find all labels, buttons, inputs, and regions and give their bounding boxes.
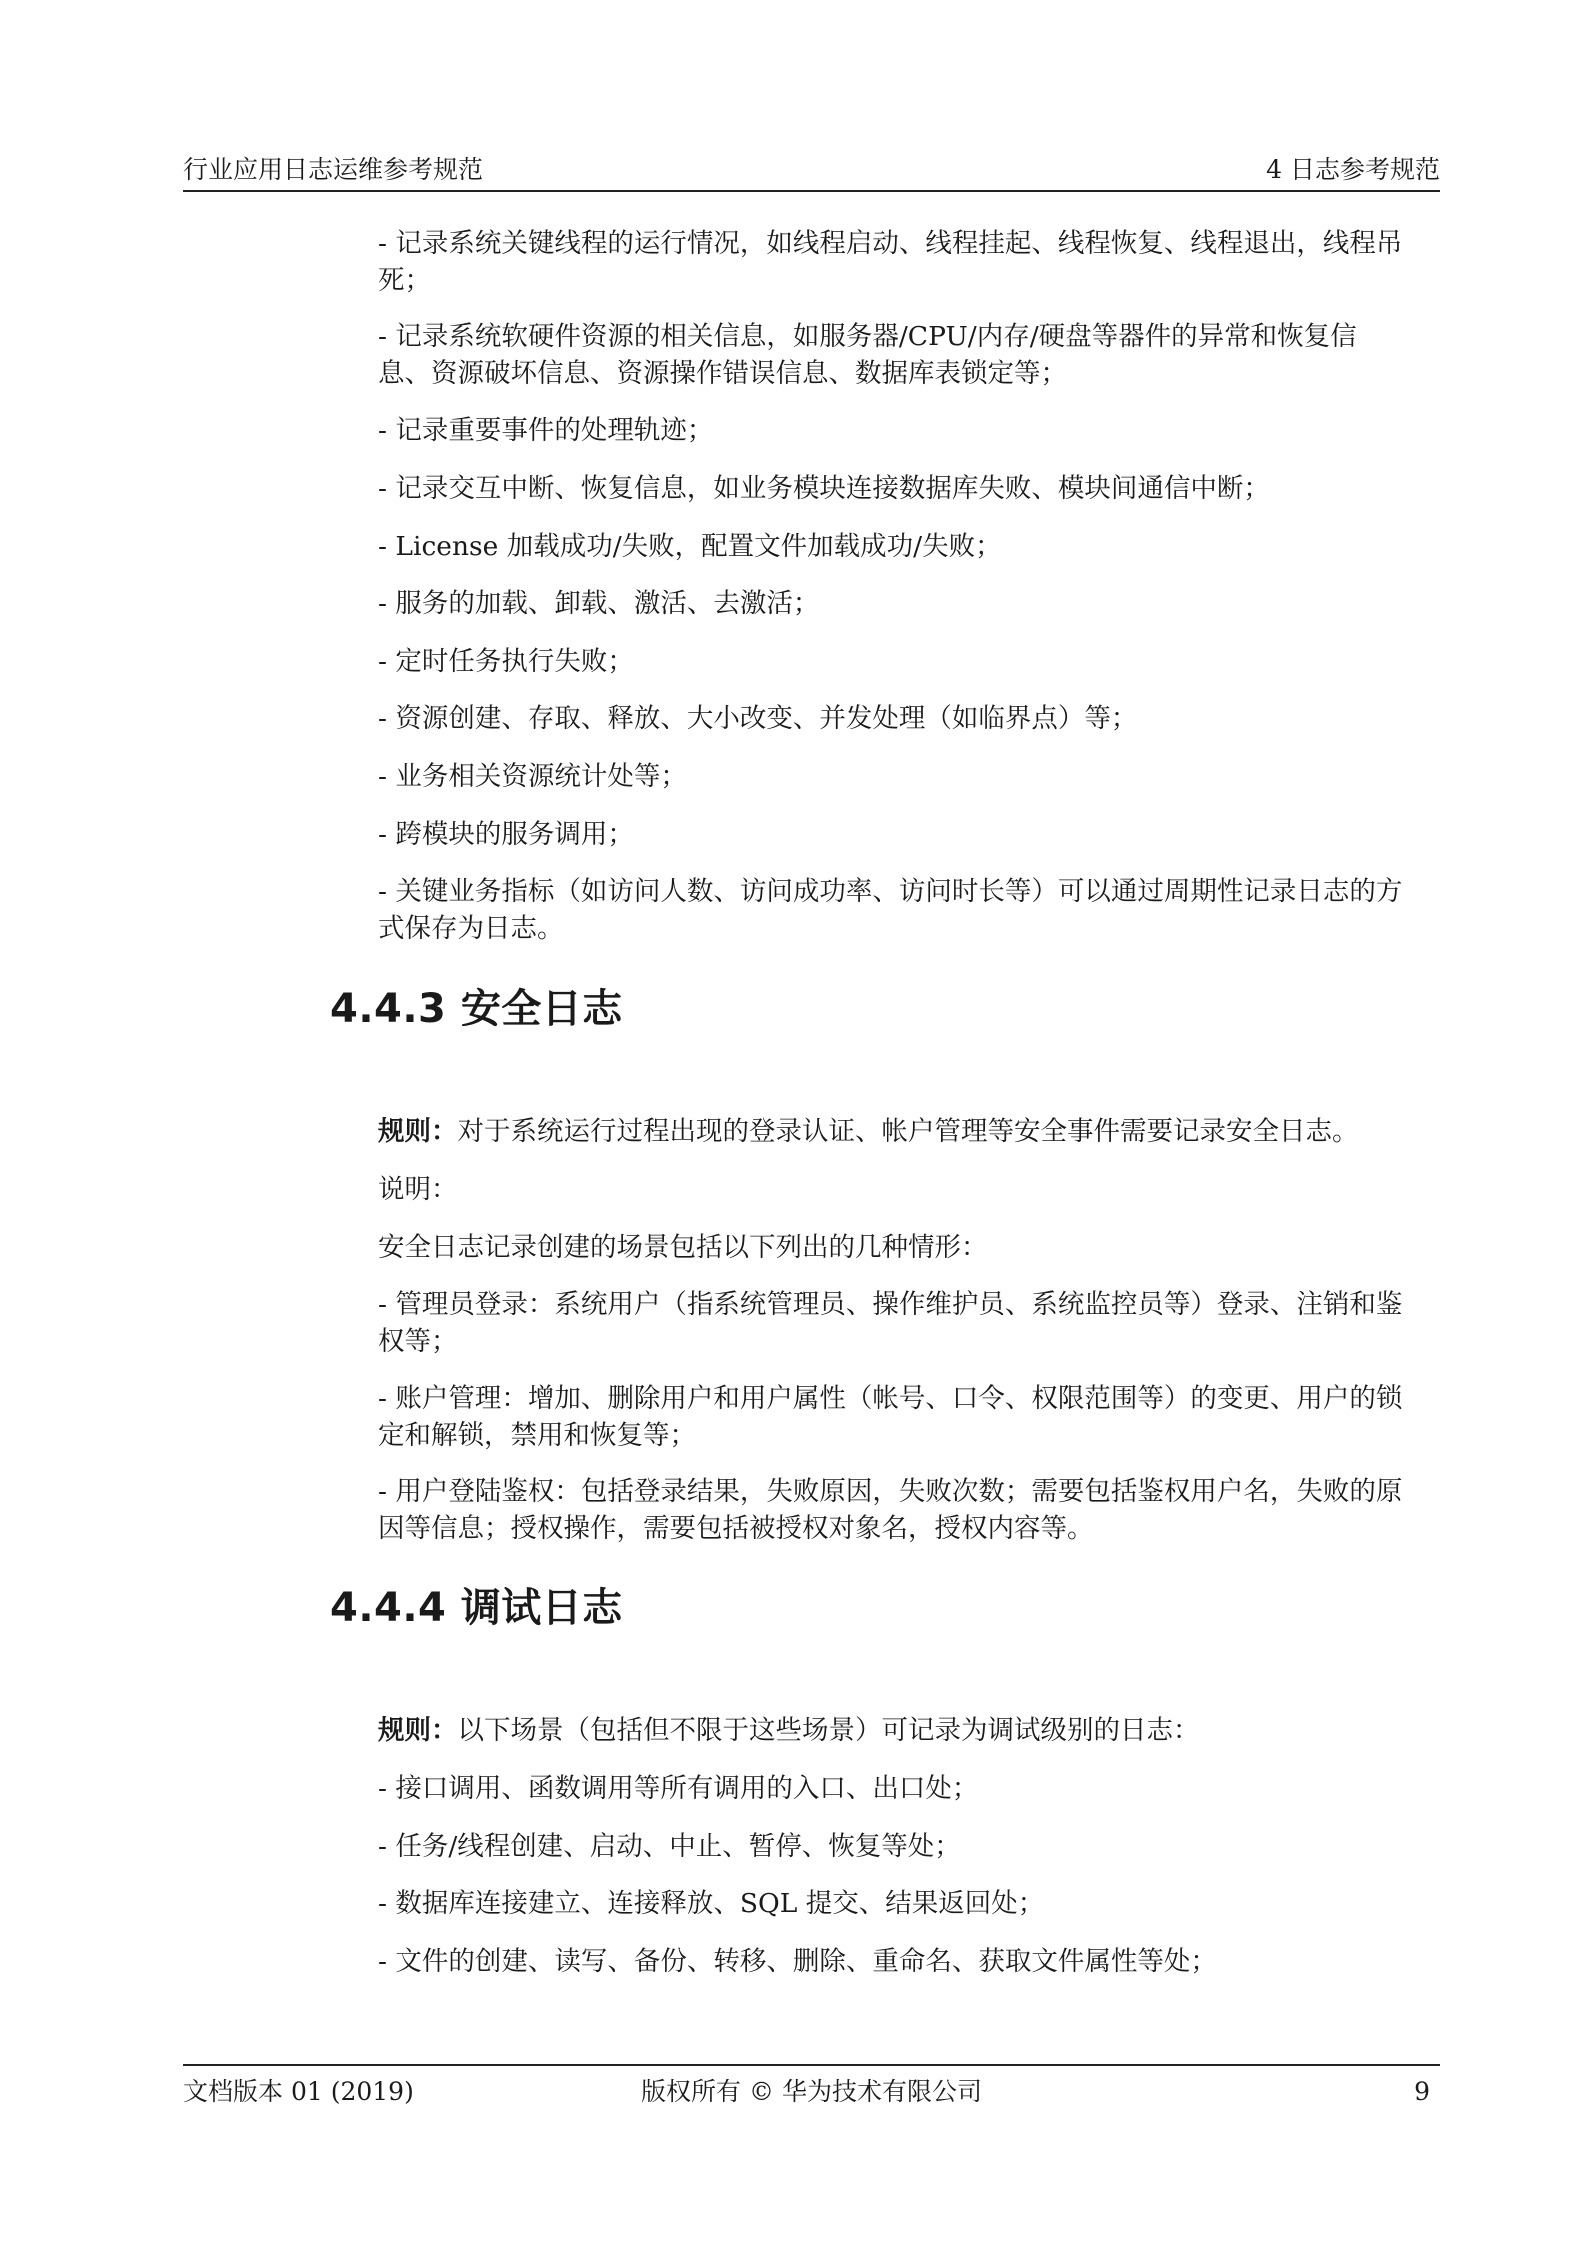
list-item: - 管理员登录：系统用户（指系统管理员、操作维护员、系统监控员等）登录、注销和鉴权等；	[378, 1289, 1403, 1357]
list-item: - 记录系统关键线程的运行情况，如线程启动、线程挂起、线程恢复、线程退出，线程吊死；	[378, 228, 1403, 296]
section-heading-security-log: 4.4.3 安全日志	[330, 986, 623, 1032]
section-heading-debug-log: 4.4.4 调试日志	[330, 1585, 623, 1631]
page-number: 9	[1414, 2077, 1430, 2106]
rule-text: 对于系统运行过程出现的登录认证、帐户管理等安全事件需要记录安全日志。	[457, 1116, 1359, 1147]
list-item: - 文件的创建、读写、备份、转移、删除、重命名、获取文件属性等处；	[378, 1946, 1217, 1977]
rule-paragraph	[378, 1113, 1408, 1150]
list-item: - 用户登陆鉴权：包括登录结果，失败原因，失败次数；需要包括鉴权用户名，失败的原因等信息；授权操作，需要包括被授权对象名，授权内容等。	[378, 1476, 1403, 1544]
list-item: - 资源创建、存取、释放、大小改变、并发处理（如临界点）等；	[378, 703, 1138, 734]
list-item: - 账户管理：增加、删除用户和用户属性（帐号、口令、权限范围等）的变更、用户的锁定和解锁，禁用和恢复等；	[378, 1383, 1403, 1451]
list-item: - 数据库连接建立、连接释放、SQL 提交、结果返回处；	[378, 1888, 1045, 1919]
list-item: - 任务/线程创建、启动、中止、暂停、恢复等处；	[378, 1831, 961, 1862]
list-item: - 关键业务指标（如访问人数、访问成功率、访问时长等）可以通过周期性记录日志的方式保存为日志。	[378, 876, 1403, 944]
rule-label: 规则：	[378, 1715, 458, 1746]
list-item: - 定时任务执行失败；	[378, 646, 634, 677]
intro-text: 安全日志记录创建的场景包括以下列出的几种情形：	[378, 1232, 988, 1263]
header-chapter: 4 日志参考规范	[1266, 155, 1440, 184]
list-item: - 服务的加载、卸载、激活、去激活；	[378, 588, 820, 619]
list-item: - 跨模块的服务调用；	[378, 819, 634, 850]
list-item: - 接口调用、函数调用等所有调用的入口、出口处；	[378, 1773, 979, 1804]
list-item: - 记录交互中断、恢复信息，如业务模块连接数据库失败、模块间通信中断；	[378, 473, 1270, 504]
rule-paragraph	[378, 1712, 1408, 1749]
page-header	[183, 150, 1440, 192]
page-footer	[183, 2064, 1440, 2110]
list-item: - License 加载成功/失败，配置文件加载成功/失败；	[378, 531, 1002, 562]
list-item: - 记录系统软硬件资源的相关信息，如服务器/CPU/内存/硬盘等器件的异常和恢复信息、资源破坏信息、资源操作错误信息、数据库表锁定等；	[378, 321, 1357, 389]
list-item: - 记录重要事件的处理轨迹；	[378, 415, 714, 446]
list-item: - 业务相关资源统计处等；	[378, 761, 687, 792]
footer-copyright: 版权所有 © 华为技术有限公司	[641, 2077, 982, 2106]
rule-text: 以下场景（包括但不限于这些场景）可记录为调试级别的日志：	[457, 1715, 1200, 1746]
rule-label: 规则：	[378, 1116, 458, 1147]
header-doc-title: 行业应用日志运维参考规范	[183, 155, 484, 184]
note-label: 说明：	[378, 1174, 458, 1205]
footer-doc-version: 文档版本 01 (2019)	[183, 2077, 414, 2106]
